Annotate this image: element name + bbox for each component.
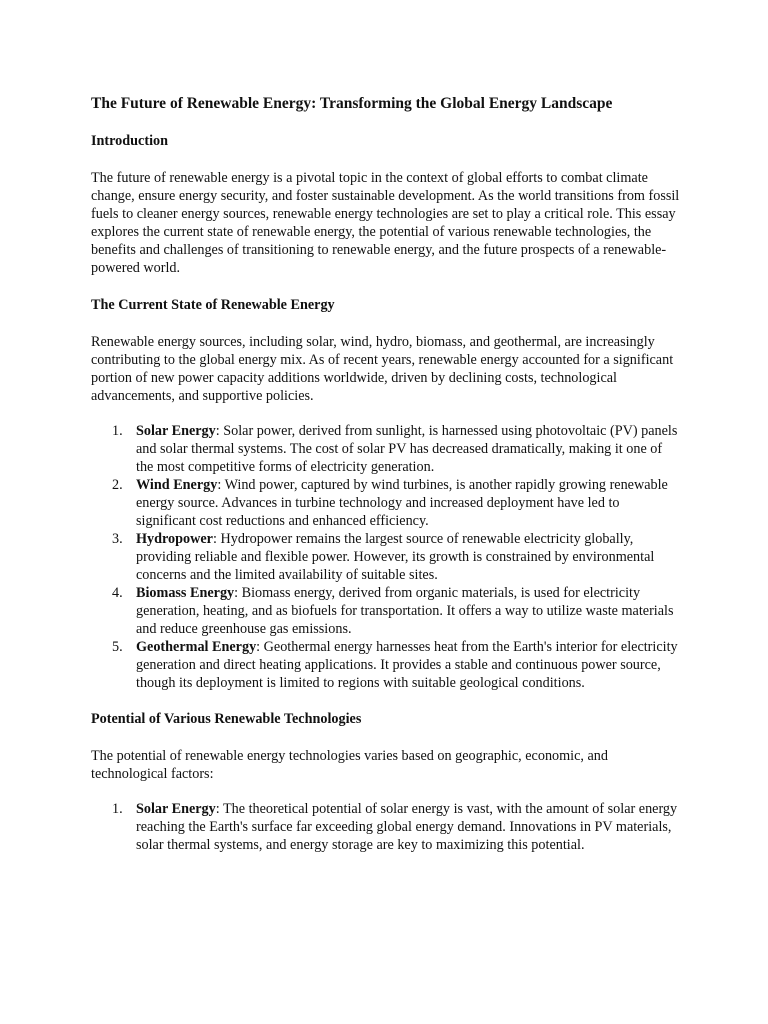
- document-title: The Future of Renewable Energy: Transforming the Global Energy Landscape: [91, 95, 613, 112]
- list-item-text: : Solar power, derived from sunlight, is harnessed using photovoltaic (PV) panels and solar thermal systems. The cost of solar PV has decreased dramatically, making it one of the most competitive forms of electricity generation.: [136, 423, 678, 475]
- list-item: [91, 584, 681, 638]
- list-item-number: 4.: [112, 585, 123, 601]
- list-item-number: 3.: [112, 531, 123, 547]
- current-state-paragraph: Renewable energy sources, including solar, wind, hydro, biomass, and geothermal, are increasingly contributing to the global energy mix. As of recent years, renewable energy accounted for a significant portion of new power capacity additions worldwide, driven by declining costs, technological advancements, and supportive policies.: [91, 334, 674, 404]
- list-item-term: Solar Energy: [136, 801, 216, 817]
- list-item-text: : Hydropower remains the largest source of renewable electricity globally, providing reliable and flexible power. However, its growth is constrained by environmental concerns and the limited availability of suitable sites.: [136, 531, 655, 583]
- list-item: [91, 476, 681, 530]
- list-item-text: : The theoretical potential of solar energy is vast, with the amount of solar energy reaching the Earth's surface far exceeding global energy demand. Innovations in PV materials, solar thermal systems, and energy storage are key to maximizing this potential.: [136, 801, 678, 853]
- list-item-text: : Geothermal energy harnesses heat from the Earth's interior for electricity generation and direct heating applications. It provides a stable and continuous power source, though its deployment is limited to regions with suitable geological conditions.: [136, 639, 678, 691]
- potential-list: [91, 800, 681, 854]
- list-item-term: Hydropower: [136, 531, 213, 547]
- potential-heading: Potential of Various Renewable Technologies: [91, 711, 362, 727]
- list-item-term: Solar Energy: [136, 423, 216, 439]
- list-item: [91, 800, 681, 854]
- list-item-term: Wind Energy: [136, 477, 218, 493]
- current-state-heading: The Current State of Renewable Energy: [91, 297, 335, 313]
- list-item-number: 1.: [112, 801, 123, 817]
- list-item-text: : Wind power, captured by wind turbines, is another rapidly growing renewable energy source. Advances in turbine technology and increased deployment have led to significant cost reductions and enhanced efficiency.: [136, 477, 668, 529]
- list-item: [91, 638, 681, 692]
- document-page: [91, 94, 681, 854]
- introduction-paragraph: The future of renewable energy is a pivotal topic in the context of global efforts to combat climate change, ensure energy security, and foster sustainable development. As the world transitions from fossil fuels to cleaner energy sources, renewable energy technologies are set to play a critical role. This essay explores the current state of renewable energy, the potential of various renewable technologies, the benefits and challenges of transitioning to renewable energy, and the future prospects of a renewable-powered world.: [91, 170, 680, 276]
- introduction-heading: Introduction: [91, 133, 168, 149]
- list-item: [91, 422, 681, 476]
- list-item-text: : Biomass energy, derived from organic materials, is used for electricity generation, heating, and as biofuels for transportation. It offers a way to utilize waste materials and reduce greenhouse gas emissions.: [136, 585, 674, 637]
- list-item-term: Biomass Energy: [136, 585, 235, 601]
- current-state-list: [91, 422, 681, 692]
- list-item-number: 5.: [112, 639, 123, 655]
- list-item: [91, 530, 681, 584]
- list-item-number: 2.: [112, 477, 123, 493]
- potential-paragraph: The potential of renewable energy technologies varies based on geographic, economic, and technological factors:: [91, 748, 608, 782]
- list-item-term: Geothermal Energy: [136, 639, 257, 655]
- list-item-number: 1.: [112, 423, 123, 439]
